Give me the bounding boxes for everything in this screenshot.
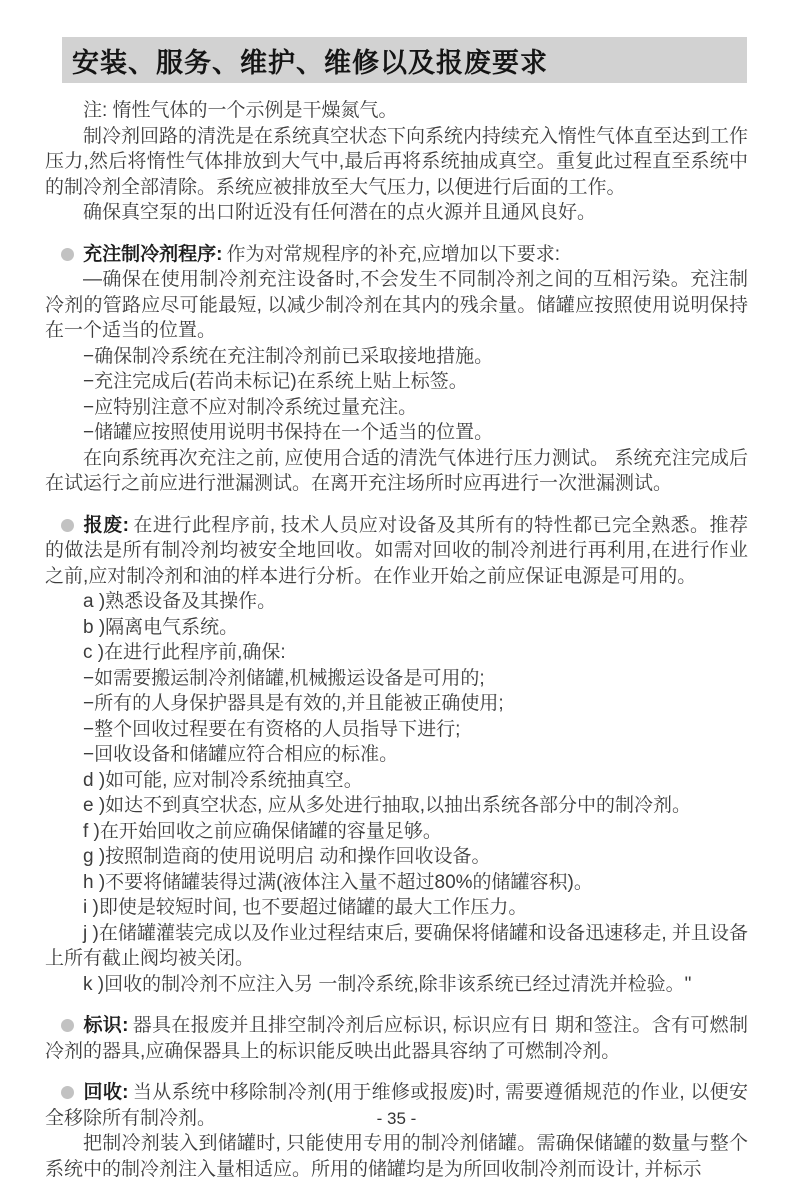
section-label: 回收: — [83, 1082, 129, 1103]
paragraph: d )如可能, 应对制冷系统抽真空。 — [83, 769, 363, 791]
page-title: 安装、服务、维护、维修以及报废要求 — [72, 47, 548, 78]
paragraph: −充注完成后(若尚未标记)在系统上贴上标签。 — [83, 371, 468, 392]
paragraph: —确保在使用制冷剂充注设备时,不会发生不同制冷剂之间的互相污染。充注制冷剂的管路应尽可能最短, 以减少制冷剂在其内的残余量。储罐应按照使用说明保持在一个适当的位置。 — [45, 269, 748, 341]
section-label: 报废: — [83, 514, 129, 536]
paragraph: k )回收的制冷剂不应注入另 一制冷系统,除非该系统已经过清洗并检验。" — [83, 973, 692, 995]
paragraph: h )不要将储罐装得过满(液体注入量不超过80%的储罐容积)。 — [83, 871, 593, 893]
paragraph: i )即使是较短时间, 也不要超过储罐的最大工作压力。 — [83, 897, 528, 918]
document-content — [45, 98, 748, 1182]
paragraph: 注: 惰性气体的一个示例是干燥氮气。 — [83, 100, 398, 121]
paragraph: −如需要搬运制冷剂储罐,机械搬运设备是可用的; — [83, 667, 485, 689]
bullet-icon — [61, 1019, 74, 1032]
paragraph: −应特别注意不应对制冷系统过量充注。 — [83, 396, 418, 418]
paragraph: 制冷剂回路的清洗是在系统真空状态下向系统内持续充入惰性气体直至达到工作压力,然后将惰性气体排放到大气中,最后再将系统抽成真空。重复此过程直至系统中的制冷剂全部清除。系统应被排放至大气压力, 以便进行后面的工作。 — [45, 125, 749, 198]
bullet-icon — [61, 1086, 74, 1099]
paragraph: b )隔离电气系统。 — [83, 616, 239, 638]
section-label: 标识: — [83, 1015, 129, 1036]
paragraph: e )如达不到真空状态, 应从多处进行抽取,以抽出系统各部分中的制冷剂。 — [83, 795, 692, 816]
paragraph: −确保制冷系统在充注制冷剂前已采取接地措施。 — [83, 345, 494, 367]
section-text: 器具在报废并且排空制冷剂后应标识, 标识应有日 期和签注。含有可燃制冷剂的器具,应确保器具上的标识能反映出此器具容纳了可燃制冷剂。 — [45, 1015, 749, 1062]
section-label: 充注制冷剂程序: — [83, 243, 223, 265]
paragraph: −整个回收过程要在有资格的人员指导下进行; — [83, 718, 461, 740]
section-paragraph — [45, 242, 748, 268]
paragraph: 在向系统再次充注之前, 应使用合适的清洗气体进行压力测试。 系统充注完成后在试运行之前应进行泄漏测试。在离开充注场所时应再进行一次泄漏测试。 — [45, 447, 748, 494]
paragraph: −回收设备和储罐应符合相应的标准。 — [83, 744, 399, 765]
section-title-bar — [62, 37, 747, 83]
paragraph: −储罐应按照使用说明书保持在一个适当的位置。 — [83, 422, 494, 443]
paragraph: 确保真空泵的出口附近没有任何潜在的点火源并且通风良好。 — [83, 202, 597, 223]
section-text: 当从系统中移除制冷剂(用于维修或报废)时, 需要遵循规范的作业, 以便安全移除所有制冷剂。 — [45, 1082, 749, 1129]
document-page — [0, 37, 793, 1180]
paragraph: f )在开始回收之前应确保储罐的容量足够。 — [83, 820, 442, 842]
section-paragraph — [45, 513, 748, 590]
bullet-icon — [61, 519, 74, 532]
section-text: 在进行此程序前, 技术人员应对设备及其所有的特性都已完全熟悉。推荐的做法是所有制冷剂均被安全地回收。如需对回收的制冷剂进行再利用,在进行作业之前,应对制冷剂和油的样本进行分析。在作业开始之前应保证电源是可用的。 — [45, 514, 749, 587]
section-paragraph — [45, 1013, 748, 1064]
paragraph: g )按照制造商的使用说明启 动和操作回收设备。 — [83, 846, 491, 867]
bullet-icon — [61, 248, 74, 261]
paragraph: j )在储罐灌装完成以及作业过程结束后, 要确保将储罐和设备迅速移走, 并且设备上所有截止阀均被关闭。 — [45, 922, 748, 969]
paragraph: −所有的人身保护器具是有效的,并且能被正确使用; — [83, 693, 504, 714]
page-number: - 35 - — [376, 1109, 417, 1128]
paragraph: 把制冷剂装入到储罐时, 只能使用专用的制冷剂储罐。需确保储罐的数量与整个系统中的制冷剂注入量相适应。所用的储罐均是为所回收制冷剂而设计, 并标示 — [45, 1133, 748, 1180]
paragraph: c )在进行此程序前,确保: — [83, 642, 286, 663]
section-text: 作为对常规程序的补充,应增加以下要求: — [226, 243, 561, 265]
paragraph: a )熟悉设备及其操作。 — [83, 591, 277, 612]
